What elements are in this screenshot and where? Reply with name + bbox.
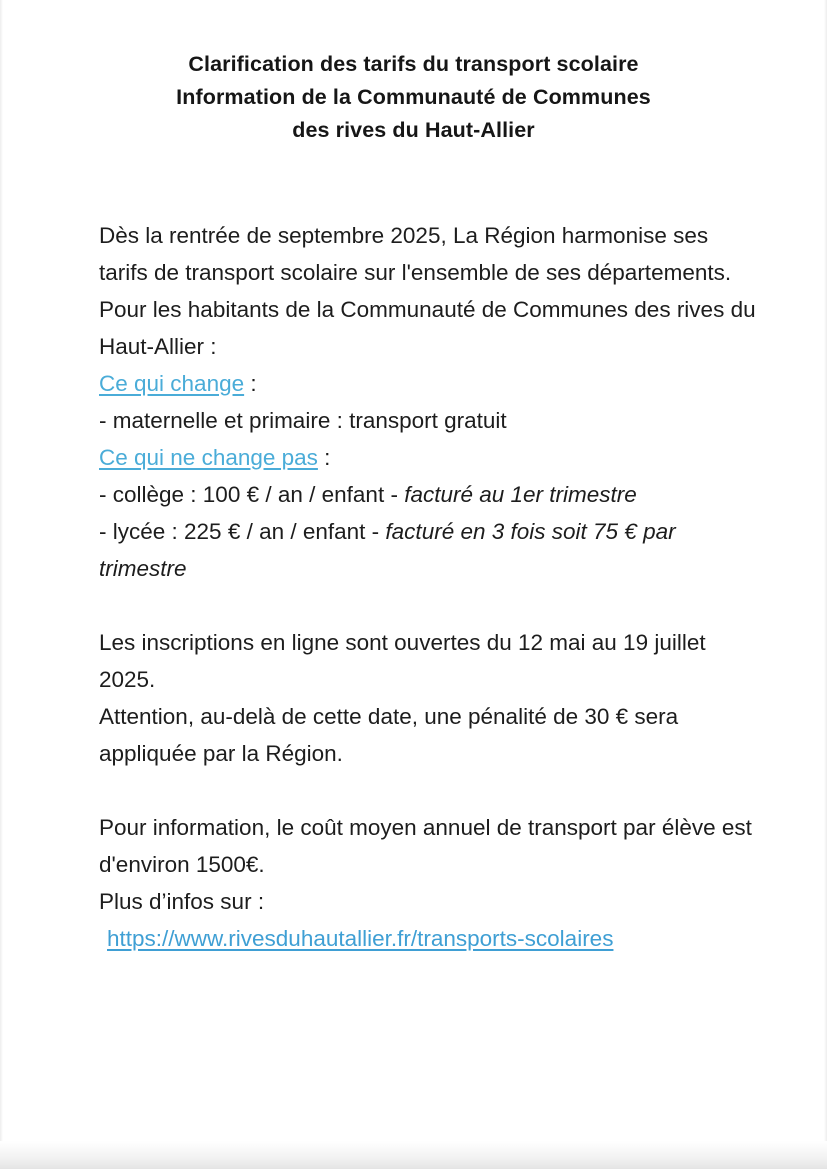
item-lycee (99, 513, 757, 587)
title-line-2: Information de la Communauté de Communes (176, 85, 651, 109)
title-line-3: des rives du Haut-Allier (292, 118, 535, 142)
heading-ce-qui-ne-change-pas-suffix: : (317, 445, 331, 470)
heading-ce-qui-ne-change-pas-label: Ce qui ne change pas (99, 445, 318, 470)
item-lycee-label: - lycée : 225 € / an / enfant - (99, 519, 386, 544)
document-body (0, 217, 827, 957)
spacer-2 (99, 772, 757, 809)
paragraph-intro: Dès la rentrée de septembre 2025, La Région harmonise ses tarifs de transport scolaire sur l'ensemble de ses départements. (99, 223, 732, 285)
document-title (0, 0, 827, 147)
link-transports-scolaires[interactable]: https://www.rivesduhautallier.fr/transports-scolaires (107, 926, 614, 951)
title-line-1: Clarification des tarifs du transport scolaire (188, 52, 639, 76)
page-bottom-shadow (0, 1141, 827, 1169)
item-college-label: - collège : 100 € / an / enfant - (99, 482, 405, 507)
paragraph-plus-infos: Plus d’infos sur : (99, 889, 265, 914)
paragraph-cout-moyen: Pour information, le coût moyen annuel de transport par élève est d'environ 1500€. (99, 815, 759, 877)
heading-ce-qui-ne-change-pas (99, 439, 757, 476)
heading-ce-qui-change-suffix: : (244, 371, 257, 396)
item-college (99, 476, 757, 513)
item-maternelle-primaire: - maternelle et primaire : transport gratuit (99, 408, 507, 433)
item-college-detail: facturé au 1er trimestre (404, 482, 637, 507)
heading-ce-qui-change-label: Ce qui change (99, 371, 245, 396)
paragraph-penalite: Attention, au-delà de cette date, une pénalité de 30 € sera appliquée par la Région. (99, 704, 685, 766)
paragraph-inscriptions: Les inscriptions en ligne sont ouvertes du 12 mai au 19 juillet 2025. (99, 630, 712, 692)
url-line (99, 920, 757, 957)
item-lycee-detail: facturé en 3 fois soit 75 € par trimestre (99, 519, 682, 581)
page-edge-left (0, 0, 3, 1169)
spacer-1 (99, 587, 757, 624)
paragraph-audience: Pour les habitants de la Communauté de Communes des rives du Haut-Allier : (99, 297, 762, 359)
heading-ce-qui-change (99, 365, 757, 402)
